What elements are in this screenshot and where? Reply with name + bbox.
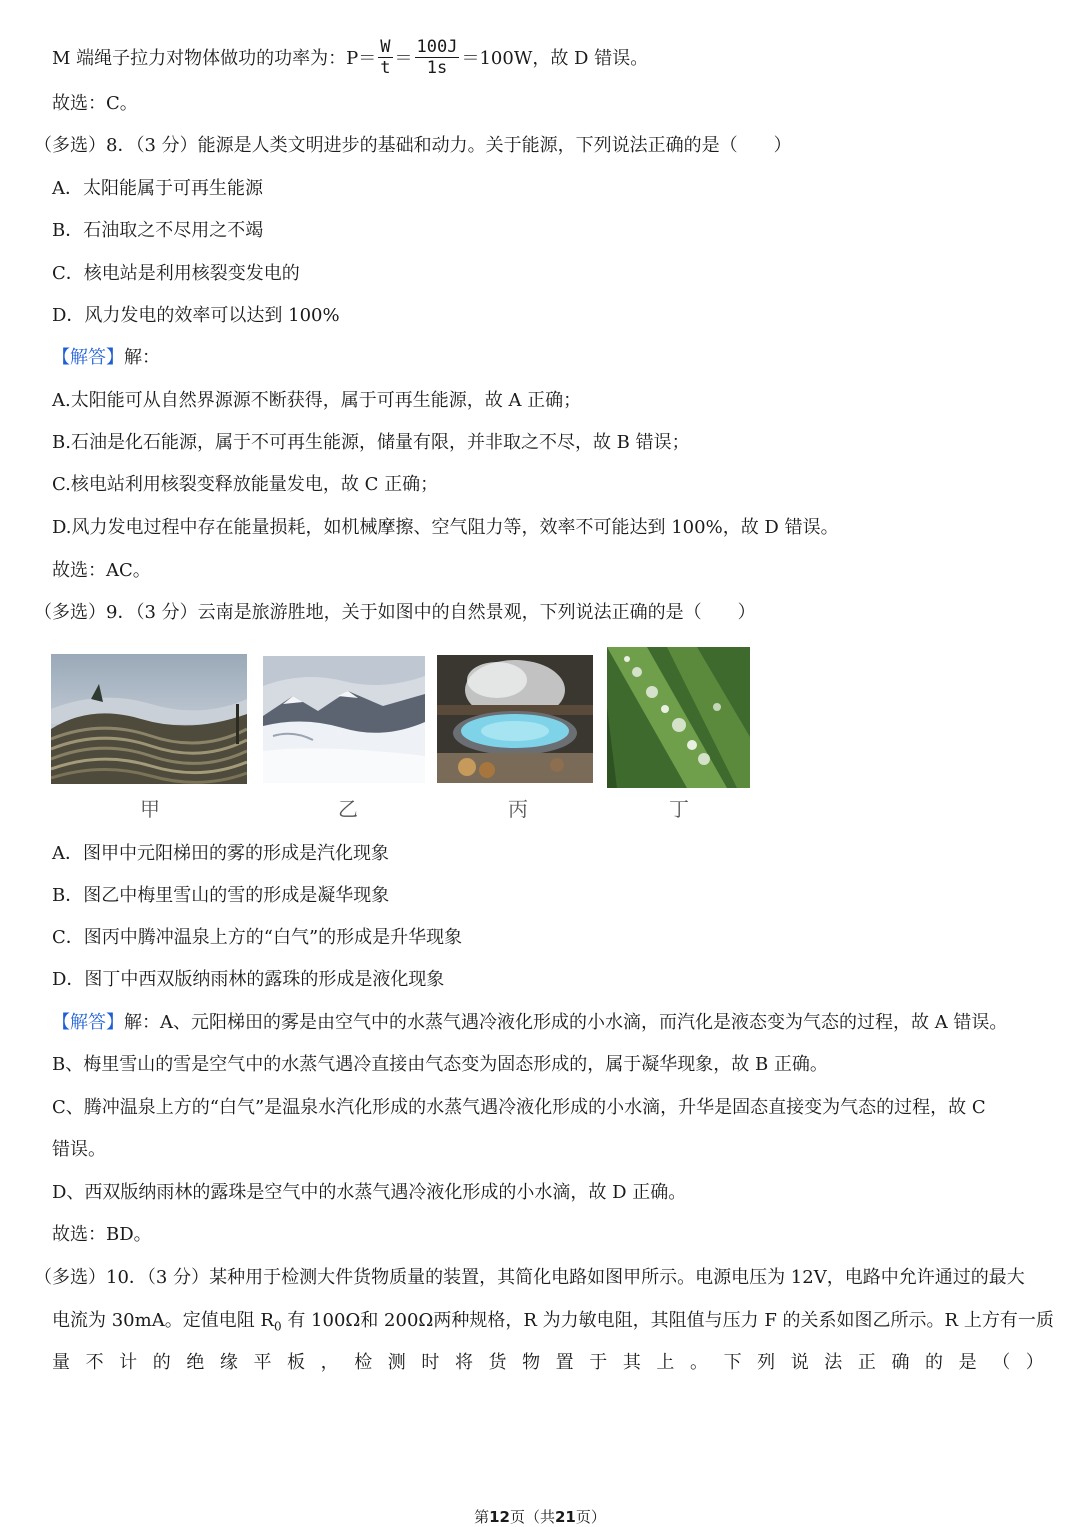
stem-char: 说	[790, 1352, 809, 1373]
power-suffix: ＝100W，故 D 错误。	[461, 48, 649, 69]
jieda-text: 解：	[124, 347, 160, 368]
equals-sign: ＝	[394, 48, 413, 69]
q8-option-d: D．风力发电的效率可以达到 100%	[52, 305, 340, 326]
q9-option-c: C．图丙中腾冲温泉上方的“白气”的形成是升华现象	[52, 927, 463, 948]
q8-answer: 故选：AC。	[52, 560, 151, 581]
photo-hot-spring	[437, 655, 593, 783]
jieda-tag: 【解答】	[52, 1012, 124, 1033]
stem-char: 于	[589, 1352, 608, 1373]
q8-stem: （多选）8．（3 分）能源是人类文明进步的基础和动力。关于能源，下列说法正确的是（ ）	[34, 135, 792, 156]
stem-char: ，	[320, 1352, 339, 1373]
fraction-denominator: 1s	[426, 57, 448, 78]
stem-char: 列	[757, 1352, 776, 1373]
fraction-numerator: 100J	[416, 36, 458, 57]
stem-char: 法	[824, 1352, 843, 1373]
q9-option-d: D．图丁中西双版纳雨林的露珠的形成是液化现象	[52, 969, 445, 990]
q10-stem-line1: （多选）10．（3 分）某种用于检测大件货物质量的装置，其简化电路如图甲所示。电源电压为 12V，电路中允许通过的最大	[34, 1267, 1025, 1288]
prev-answer: 故选：C。	[52, 93, 138, 114]
q9-explanation-d: D、西双版纳雨林的露珠是空气中的水蒸气遇冷液化形成的小水滴，故 D 正确。	[52, 1182, 687, 1203]
q9-explanation-c: C、腾冲温泉上方的“白气”是温泉水汽化形成的水蒸气遇冷液化形成的小水滴，升华是固态直接变为气态的过程，故 C	[52, 1097, 986, 1118]
stem-char: 平	[253, 1352, 272, 1373]
total-pages: 21	[555, 1508, 576, 1526]
power-prefix: M 端绳子拉力对物体做功的功率为：P＝	[52, 48, 377, 69]
photo-terraced-fields	[51, 654, 247, 784]
page-footer	[0, 1506, 1080, 1527]
footer-text: 第	[474, 1508, 490, 1526]
q10-stem-line3	[52, 1352, 1044, 1374]
stem-char: 物	[522, 1352, 541, 1373]
q9-explanation-b: B、梅里雪山的雪是空气中的水蒸气遇冷直接由气态变为固态形成的，属于凝华现象，故 B 正确。	[52, 1054, 828, 1075]
footer-text: 页（共	[509, 1508, 555, 1526]
stem-char: 时	[421, 1352, 440, 1373]
stem-char: 是	[958, 1352, 977, 1373]
q8-option-c: C．核电站是利用核裂变发电的	[52, 263, 300, 284]
stem-char: 货	[488, 1352, 507, 1373]
q8-solution-header	[52, 347, 160, 369]
q8-option-a: A．太阳能属于可再生能源	[52, 178, 263, 199]
stem-char: 绝	[186, 1352, 205, 1373]
stem-char: 将	[454, 1352, 473, 1373]
stem-text: 有 100Ω和 200Ω两种规格，R 为力敏电阻，其阻值与压力 F 的关系如图乙所示。R 上方有一质	[281, 1310, 1054, 1331]
page-number: 12	[489, 1508, 510, 1526]
q9-solution-header	[52, 1012, 1007, 1034]
q8-option-b: B．石油取之不尽用之不竭	[52, 220, 264, 241]
stem-char: 置	[555, 1352, 574, 1373]
stem-text: 电流为 30mA。定值电阻 R	[52, 1310, 274, 1331]
stem-char: 缘	[219, 1352, 238, 1373]
jieda-text: 解：A、元阳梯田的雾是由空气中的水蒸气遇冷液化形成的小水滴，而汽化是液态变为气态的过程，故 A 错误。	[124, 1012, 1008, 1033]
stem-char: 的	[152, 1352, 171, 1373]
stem-char: ）	[1025, 1352, 1044, 1373]
subscript-zero: 0	[273, 1319, 282, 1334]
stem-char: 板	[287, 1352, 306, 1373]
jieda-tag: 【解答】	[52, 347, 124, 368]
q8-explanation-c: C.核电站利用核裂变释放能量发电，故 C 正确；	[52, 474, 439, 495]
stem-char: （	[992, 1352, 1011, 1373]
photo-snow-mountain	[263, 656, 425, 783]
fraction-denominator: t	[380, 57, 391, 78]
q10-stem-line2	[52, 1310, 1054, 1338]
fraction-w-over-t	[378, 37, 392, 78]
q9-option-a: A．图甲中元阳梯田的雾的形成是汽化现象	[52, 843, 389, 864]
stem-char: 不	[85, 1352, 104, 1373]
caption-bing: 丙	[508, 797, 528, 821]
power-formula-line	[52, 36, 648, 82]
stem-char: 的	[925, 1352, 944, 1373]
q8-explanation-a: A.太阳能可从自然界源源不断获得，属于可再生能源，故 A 正确；	[52, 390, 582, 411]
q9-answer: 故选：BD。	[52, 1224, 152, 1245]
caption-ding: 丁	[669, 797, 689, 821]
fraction-numerator: W	[380, 36, 391, 57]
caption-yi: 乙	[338, 797, 358, 821]
photo-dew-drops	[607, 647, 750, 788]
stem-char: 确	[891, 1352, 910, 1373]
stem-char: 检	[354, 1352, 373, 1373]
stem-char: 。	[689, 1352, 708, 1373]
q9-option-b: B．图乙中梅里雪山的雪的形成是凝华现象	[52, 885, 390, 906]
caption-jia: 甲	[140, 797, 160, 821]
fraction-100j-over-1s	[415, 37, 460, 78]
footer-text: 页）	[575, 1508, 606, 1526]
stem-char: 测	[387, 1352, 406, 1373]
stem-char: 下	[723, 1352, 742, 1373]
q9-explanation-c-cont: 错误。	[52, 1139, 106, 1160]
stem-char: 上	[656, 1352, 675, 1373]
stem-char: 其	[622, 1352, 641, 1373]
stem-char: 量	[52, 1352, 70, 1373]
q9-stem: （多选）9．（3 分）云南是旅游胜地，关于如图中的自然景观，下列说法正确的是（ ）	[34, 602, 756, 623]
q8-explanation-b: B.石油是化石能源，属于不可再生能源，储量有限，并非取之不尽，故 B 错误；	[52, 432, 690, 453]
stem-char: 正	[857, 1352, 876, 1373]
q8-explanation-d: D.风力发电过程中存在能量损耗，如机械摩擦、空气阻力等，效率不可能达到 100%，故 D 错误。	[52, 517, 839, 538]
stem-char: 计	[119, 1352, 138, 1373]
